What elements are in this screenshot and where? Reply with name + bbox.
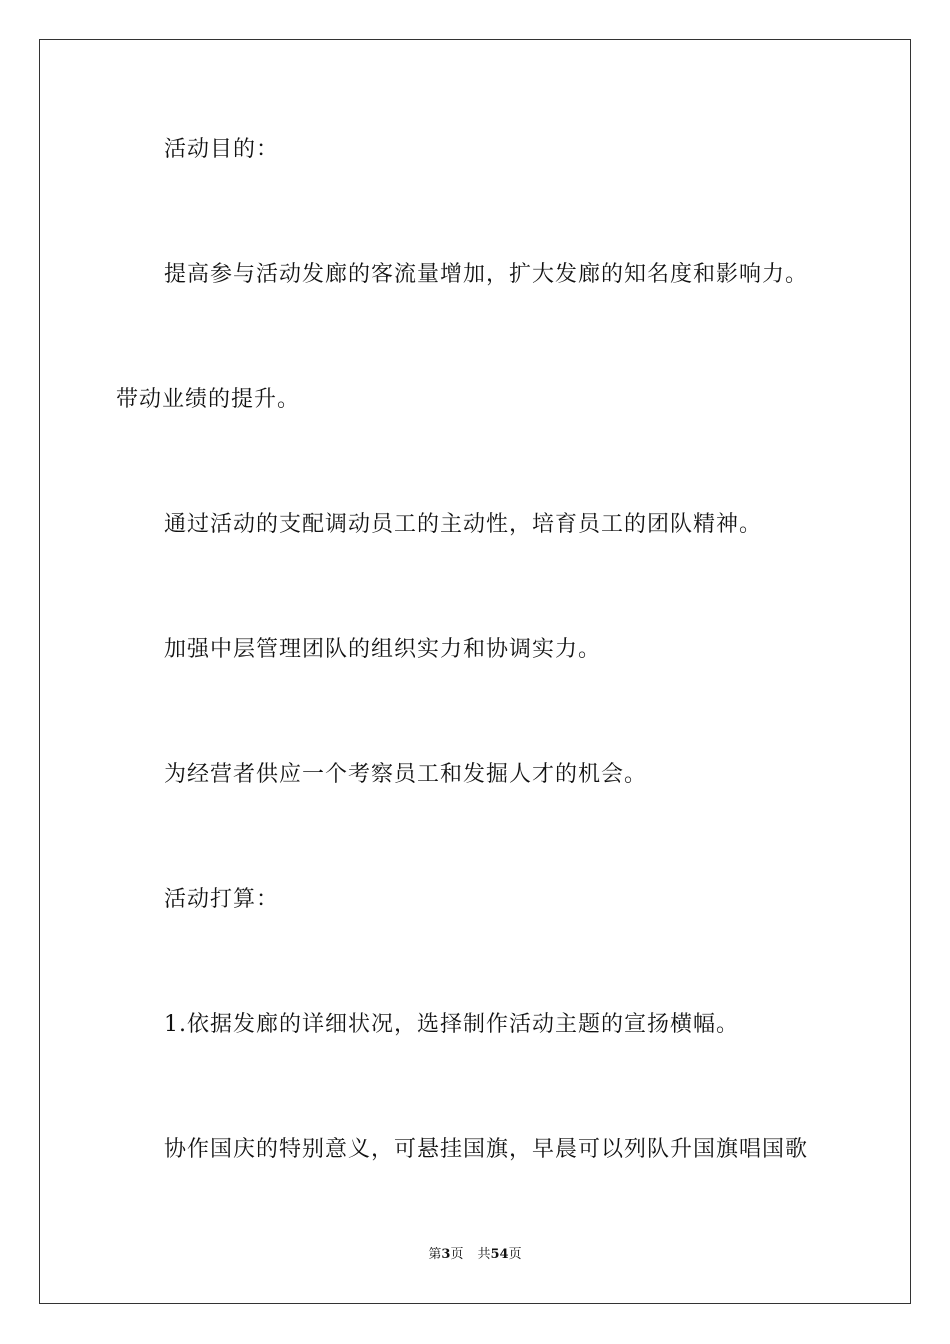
footer-page-suffix: 页 xyxy=(450,1247,464,1262)
footer-page-prefix: 第 xyxy=(428,1247,442,1262)
paragraph-purpose-2: 通过活动的支配调动员工的主动性，培育员工的团队精神。 xyxy=(164,512,763,537)
paragraph-purpose-1: 提高参与活动发廊的客流量增加，扩大发廊的知名度和影响力。 xyxy=(164,262,809,287)
footer-page-number: 3 xyxy=(441,1247,451,1262)
page-footer xyxy=(0,1247,950,1263)
paragraph-purpose-3: 加强中层管理团队的组织实力和协调实力。 xyxy=(164,637,602,662)
paragraph-purpose-heading: 活动目的： xyxy=(164,137,280,162)
page-frame xyxy=(39,39,911,1304)
footer-total-suffix: 页 xyxy=(508,1247,522,1262)
paragraph-plan-2: 协作国庆的特别意义，可悬挂国旗，早晨可以列队升国旗唱国歌 xyxy=(164,1137,809,1162)
paragraph-purpose-4: 为经营者供应一个考察员工和发掘人才的机会。 xyxy=(164,762,648,787)
paragraph-plan-heading: 活动打算： xyxy=(164,887,280,912)
paragraph-purpose-1-cont: 带动业绩的提升。 xyxy=(116,387,301,412)
paragraph-plan-1: 1.依据发廊的详细状况，选择制作活动主题的宣扬横幅。 xyxy=(164,1012,739,1037)
footer-total-prefix: 共 xyxy=(477,1247,491,1262)
footer-total-pages: 54 xyxy=(490,1247,509,1262)
